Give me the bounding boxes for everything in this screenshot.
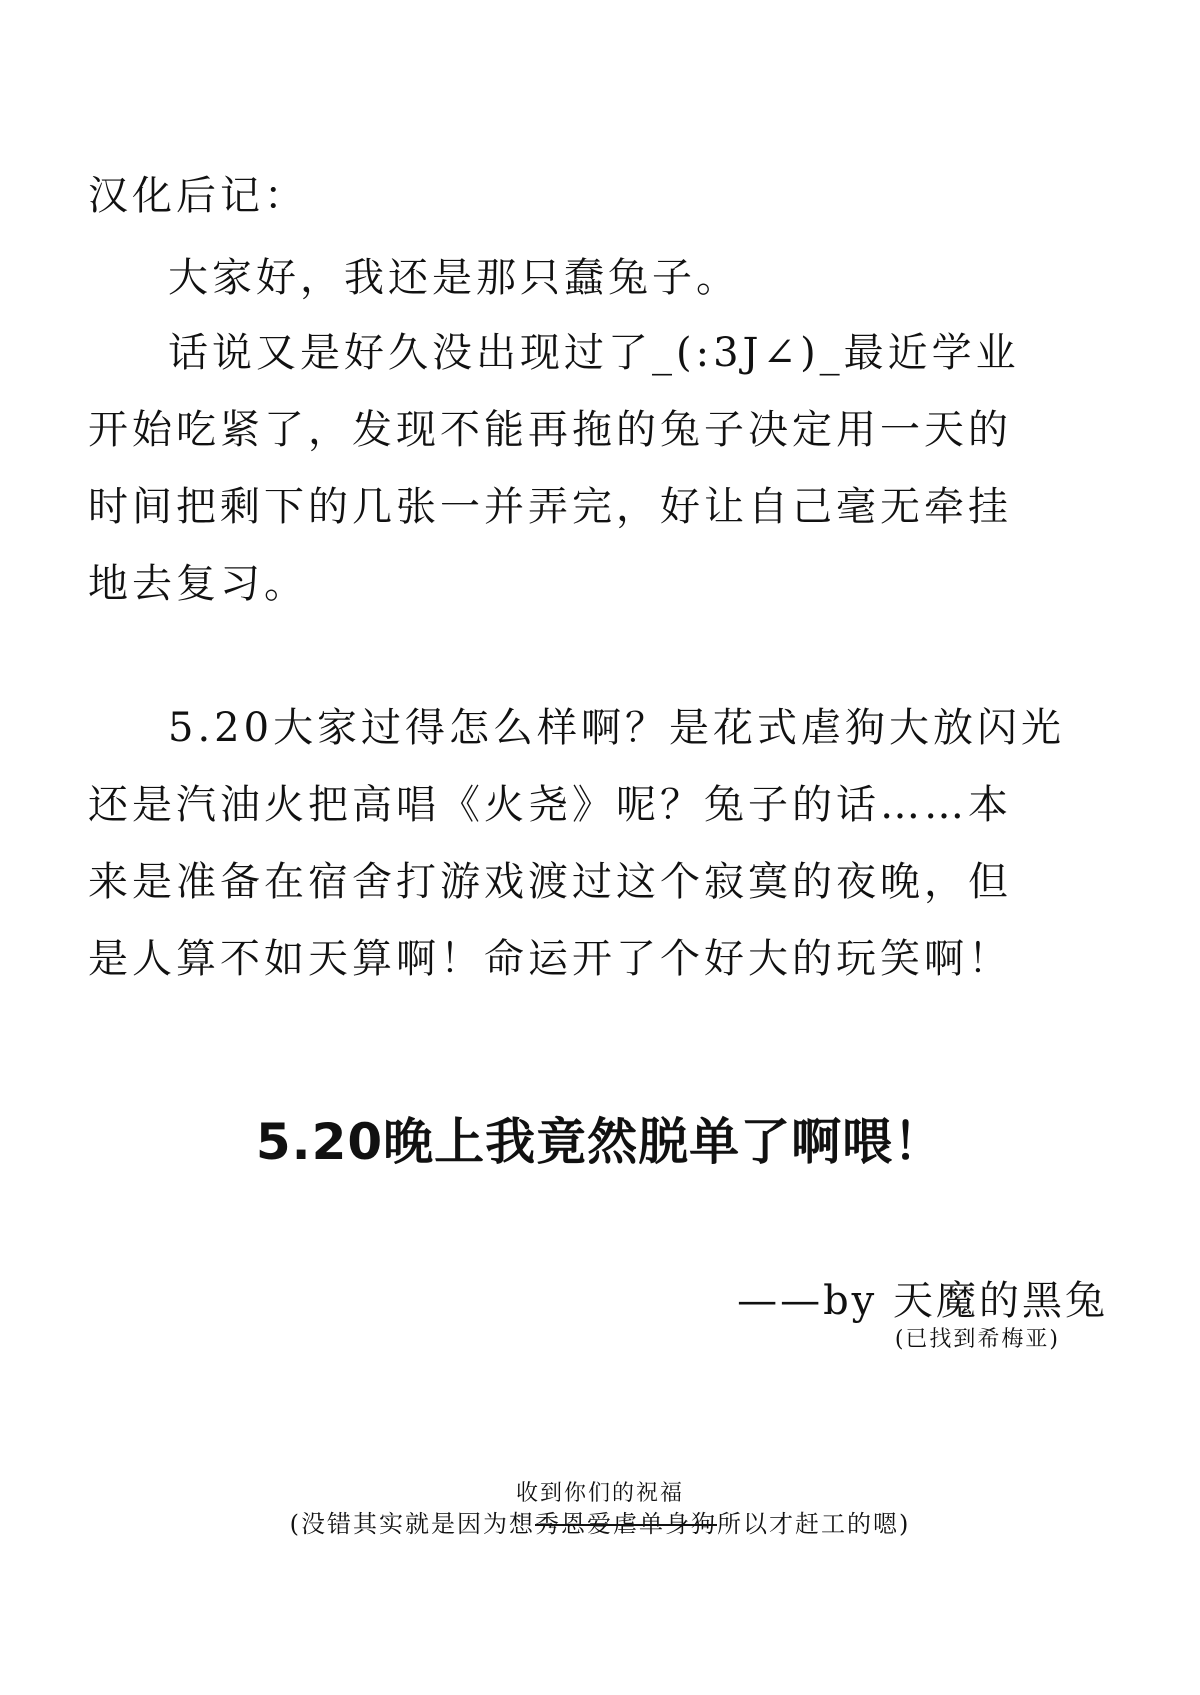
paragraph-greeting — [88, 240, 1098, 317]
footer-struck-text: 秀恩爱虐单身狗 — [535, 1510, 717, 1538]
footer-note-line2 — [0, 1508, 1200, 1540]
signature: ——by 天魔的黑兔 — [737, 1278, 1108, 1324]
text-line: 还是汽油火把高唱《火尧》呢？兔子的话……本 — [88, 782, 1012, 828]
paragraph-study-update — [88, 315, 1098, 623]
paragraph-520-story — [88, 690, 1098, 998]
headline-announcement: 5.20晚上我竟然脱单了啊喂！ — [255, 1113, 945, 1171]
text-line: 开始吃紧了，发现不能再拖的兔子决定用一天的 — [88, 407, 1012, 453]
text-line: 地去复习。 — [88, 561, 308, 607]
footer-note-line1: 收到你们的祝福 — [515, 1481, 684, 1506]
footer-suffix: 所以才赶工的嗯) — [717, 1510, 911, 1538]
text-line: 是人算不如天算啊！命运开了个好大的玩笑啊！ — [88, 936, 1012, 982]
footer-prefix: (没错其实就是因为想 — [289, 1510, 535, 1538]
afterword-heading: 汉化后记： — [88, 173, 308, 219]
text-line: 来是准备在宿舍打游戏渡过这个寂寞的夜晚，但 — [88, 859, 1012, 905]
text-line: 话说又是好久没出现过了_(:3J∠)_最近学业 — [168, 330, 1020, 376]
text-line: 大家好，我还是那只蠢兔子。 — [168, 255, 740, 301]
text-line: 5.20大家过得怎么样啊？是花式虐狗大放闪光 — [168, 705, 1066, 751]
signature-note: (已找到希梅亚) — [894, 1327, 1060, 1352]
text-line: 时间把剩下的几张一并弄完，好让自己毫无牵挂 — [88, 484, 1012, 530]
